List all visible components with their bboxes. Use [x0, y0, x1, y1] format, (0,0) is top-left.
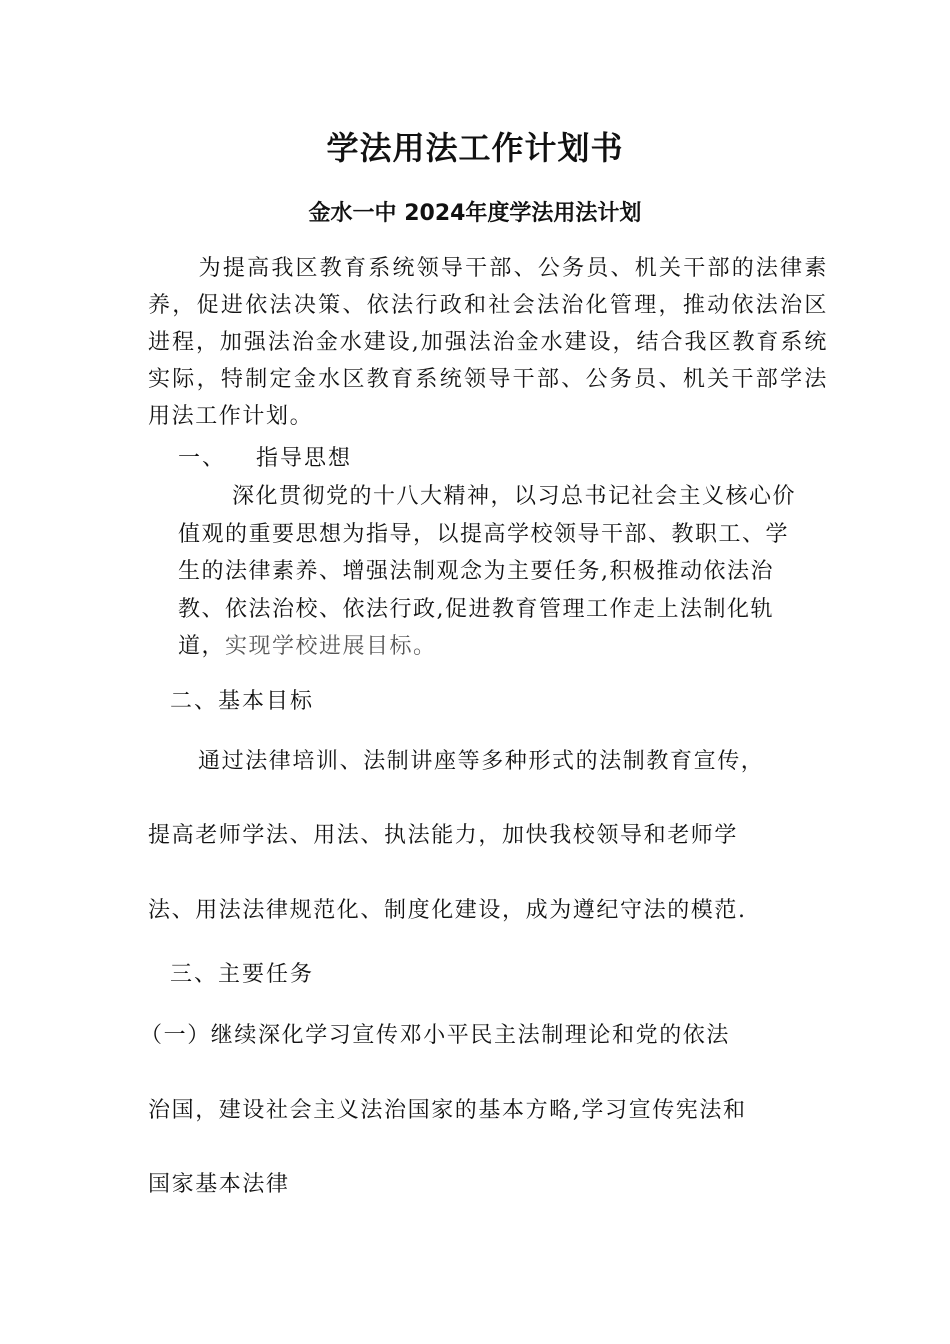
section-1-number: 一、 — [178, 446, 227, 471]
section-1-title: 指导思想 — [256, 446, 353, 471]
section-2-heading: 二、基本目标 — [170, 689, 315, 714]
section-2-line-2: 提高老师学法、用法、执法能力，加快我校领导和老师学 — [148, 823, 739, 848]
section-1-heading — [178, 441, 352, 477]
section-3-line-3: 国家基本法律 — [148, 1172, 290, 1197]
intro-paragraph — [148, 250, 828, 435]
section-1-body-tail: 实现学校进展目标。 — [225, 634, 437, 659]
section-3-heading: 三、主要任务 — [170, 962, 315, 987]
section-1-body: 深化贯彻党的十八大精神，以习总书记社会主义核心价值观的重要思想为指导，以提高学校领导干部、教职工、学生的法律素养、增强法制观念为主要任务,积极推动依法治教、依法治校、依法行政,促进教育管理工作走上法制化轨道， — [178, 484, 797, 659]
section-2-line-1: 通过法律培训、法制讲座等多种形式的法制教育宣传， — [198, 749, 765, 774]
section-3-line-2: 治国，建设社会主义法治国家的基本方略,学习宣传宪法和 — [148, 1098, 747, 1123]
intro-text: 为提高我区教育系统领导干部、公务员、机关干部的法律素养，促进依法决策、依法行政和社会法治化管理，推动依法治区进程，加强法治金水建设,加强法治金水建设，结合我区教育系统实际，特制定金水区教育系统领导干部、公务员、机关干部学法用法工作计划。 — [148, 256, 828, 429]
section-3-line-1: （一）继续深化学习宣传邓小平民主法制理论和党的依法 — [140, 1023, 731, 1048]
section-2-line-3: 法、用法法律规范化、制度化建设，成为遵纪守法的模范. — [148, 898, 747, 923]
document-subtitle: 金水一中 2024年度学法用法计划 — [308, 201, 642, 226]
document-title: 学法用法工作计划书 — [326, 129, 624, 167]
section-1-paragraph — [178, 478, 808, 666]
